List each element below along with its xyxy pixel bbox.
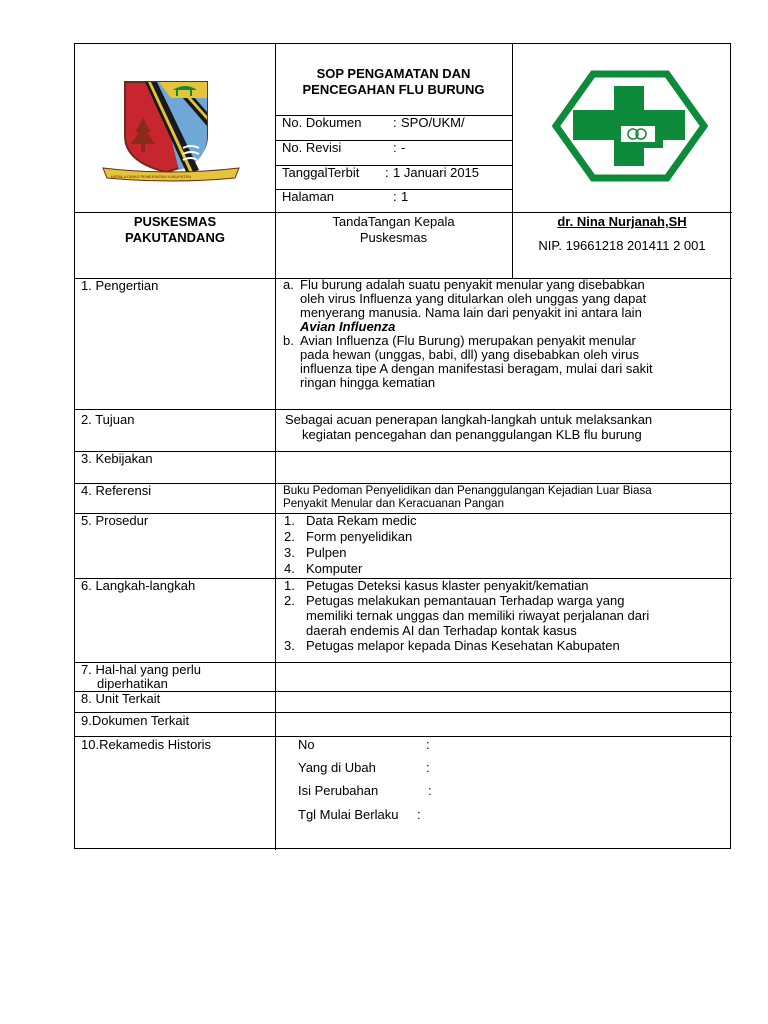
list-number: 1. bbox=[284, 578, 295, 593]
row-label-kebijakan: 3. Kebijakan bbox=[81, 451, 153, 466]
point-b-line: Avian Influenza (Flu Burung) merupakan penyakit menular bbox=[300, 333, 636, 348]
document-title-line2: PENCEGAHAN FLU BURUNG bbox=[302, 82, 485, 97]
list-text: daerah endemis AI dan Terhadap kontak kasus bbox=[306, 623, 577, 638]
signature-label-line1: TandaTangan Kepala bbox=[332, 214, 455, 229]
head-nip: NIP. 19661218 201411 2 001 bbox=[538, 238, 706, 253]
pengertian-content bbox=[283, 278, 724, 390]
regency-crest-logo bbox=[97, 78, 245, 186]
row-label-dokumen: 9.Dokumen Terkait bbox=[81, 713, 190, 728]
revision-sep: : bbox=[393, 140, 397, 155]
referensi-content bbox=[283, 484, 728, 510]
point-b-line: influenza tipe A dengan manifestasi beragam, mulai dari sakit bbox=[300, 361, 653, 376]
rule bbox=[75, 691, 732, 692]
list-item bbox=[280, 578, 720, 593]
rule bbox=[75, 409, 732, 410]
page-sep: : bbox=[393, 189, 397, 204]
row-label-langkah: 6. Langkah-langkah bbox=[81, 578, 196, 593]
rekam-field-label: No bbox=[298, 737, 315, 752]
publish-date-label: TanggalTerbit bbox=[282, 165, 360, 180]
list-text: Data Rekam medic bbox=[306, 513, 417, 528]
row-label-hal-line2: diperhatikan bbox=[97, 676, 168, 691]
sop-document bbox=[74, 43, 731, 849]
pengertian-point-b bbox=[283, 334, 724, 390]
pengertian-point-a bbox=[283, 278, 724, 334]
point-a-marker: a. bbox=[283, 277, 294, 292]
puskesmas-logo bbox=[551, 70, 709, 182]
list-text: Petugas melakukan pemantauan Terhadap warga yang bbox=[306, 593, 625, 608]
row-label-referensi: 4. Referensi bbox=[81, 483, 152, 498]
head-name: dr. Nina Nurjanah,SH bbox=[557, 214, 687, 229]
page-value: 1 bbox=[401, 189, 409, 204]
list-text: Pulpen bbox=[306, 545, 347, 560]
document-title-line1: SOP PENGAMATAN DAN bbox=[316, 66, 471, 81]
point-a-line: Flu burung adalah suatu penyakit menular yang disebabkan bbox=[300, 277, 645, 292]
point-b-marker: b. bbox=[283, 333, 294, 348]
rekam-field-label: Tgl Mulai Berlaku bbox=[298, 807, 399, 822]
list-item bbox=[280, 529, 720, 544]
doc-number-value: SPO/UKM/ bbox=[401, 115, 465, 130]
list-text: Petugas melapor kepada Dinas Kesehatan Kabupaten bbox=[306, 638, 620, 653]
prosedur-list bbox=[280, 513, 720, 576]
list-item bbox=[280, 545, 720, 560]
rekam-field-sep: : bbox=[426, 760, 430, 775]
doc-number-sep: : bbox=[393, 115, 397, 130]
list-number: 2. bbox=[284, 529, 295, 544]
list-number: 1. bbox=[284, 513, 295, 528]
point-a-line: menyerang manusia. Nama lain dari penyakit ini antara lain bbox=[300, 305, 642, 320]
list-number: 4. bbox=[284, 561, 295, 576]
rekam-field-sep: : bbox=[426, 737, 430, 752]
list-item bbox=[280, 638, 720, 653]
list-text: Form penyelidikan bbox=[306, 529, 413, 544]
rekam-field-sep: : bbox=[428, 783, 432, 798]
list-item bbox=[280, 593, 720, 638]
revision-label: No. Revisi bbox=[282, 140, 342, 155]
row-label-pengertian: 1. Pengertian bbox=[81, 278, 159, 293]
list-item bbox=[280, 513, 720, 528]
referensi-line: Buku Pedoman Penyelidikan dan Penanggulangan Kejadian Luar Biasa bbox=[283, 484, 652, 497]
list-number: 3. bbox=[284, 638, 295, 653]
rekam-field-label: Yang di Ubah bbox=[298, 760, 376, 775]
publish-date-sep: : bbox=[385, 165, 389, 180]
list-number: 2. bbox=[284, 593, 295, 608]
facility-name-line2: PAKUTANDANG bbox=[125, 230, 225, 245]
revision-value: - bbox=[401, 140, 406, 155]
row-label-hal: 7. Hal-hal yang perlu bbox=[81, 662, 201, 677]
avian-influenza-term: Avian Influenza bbox=[300, 319, 396, 334]
row-label-unit: 8. Unit Terkait bbox=[81, 691, 161, 706]
row-label-rekam: 10.Rekamedis Historis bbox=[81, 737, 212, 752]
list-text: memiliki ternak unggas dan memiliki riwayat perjalanan dari bbox=[306, 608, 650, 623]
rule bbox=[75, 451, 732, 452]
list-text: Komputer bbox=[306, 561, 363, 576]
list-item bbox=[280, 561, 720, 576]
row-label-tujuan: 2. Tujuan bbox=[81, 412, 135, 427]
referensi-line: Penyakit Menular dan Keracuanan Pangan bbox=[283, 497, 505, 510]
point-a-line: oleh virus Influenza yang ditularkan oleh unggas yang dapat bbox=[300, 291, 647, 306]
point-b-line: ringan hingga kematian bbox=[300, 375, 436, 390]
publish-date-value: 1 Januari 2015 bbox=[393, 165, 480, 180]
row-label-prosedur: 5. Prosedur bbox=[81, 513, 149, 528]
rekam-field-label: Isi Perubahan bbox=[298, 783, 379, 798]
langkah-list bbox=[280, 578, 720, 653]
facility-name-line1: PUSKESMAS bbox=[133, 214, 217, 229]
crest-caption: KEPALA DINAS PEMERINTAH KABUPATEN bbox=[111, 174, 192, 179]
rekam-field-sep: : bbox=[417, 807, 421, 822]
point-b-line: pada hewan (unggas, babi, dll) yang disebabkan oleh virus bbox=[300, 347, 639, 362]
list-number: 3. bbox=[284, 545, 295, 560]
list-text: Petugas Deteksi kasus klaster penyakit/kematian bbox=[306, 578, 589, 593]
tujuan-line: Sebagai acuan penerapan langkah-langkah untuk melaksankan bbox=[285, 412, 653, 427]
tujuan-content bbox=[285, 412, 725, 442]
doc-number-label: No. Dokumen bbox=[282, 115, 362, 130]
rule bbox=[75, 212, 732, 213]
page-label: Halaman bbox=[282, 189, 335, 204]
signature-label-line2: Puskesmas bbox=[359, 230, 428, 245]
tujuan-line: kegiatan pencegahan dan penanggulangan KLB flu burung bbox=[302, 427, 642, 442]
